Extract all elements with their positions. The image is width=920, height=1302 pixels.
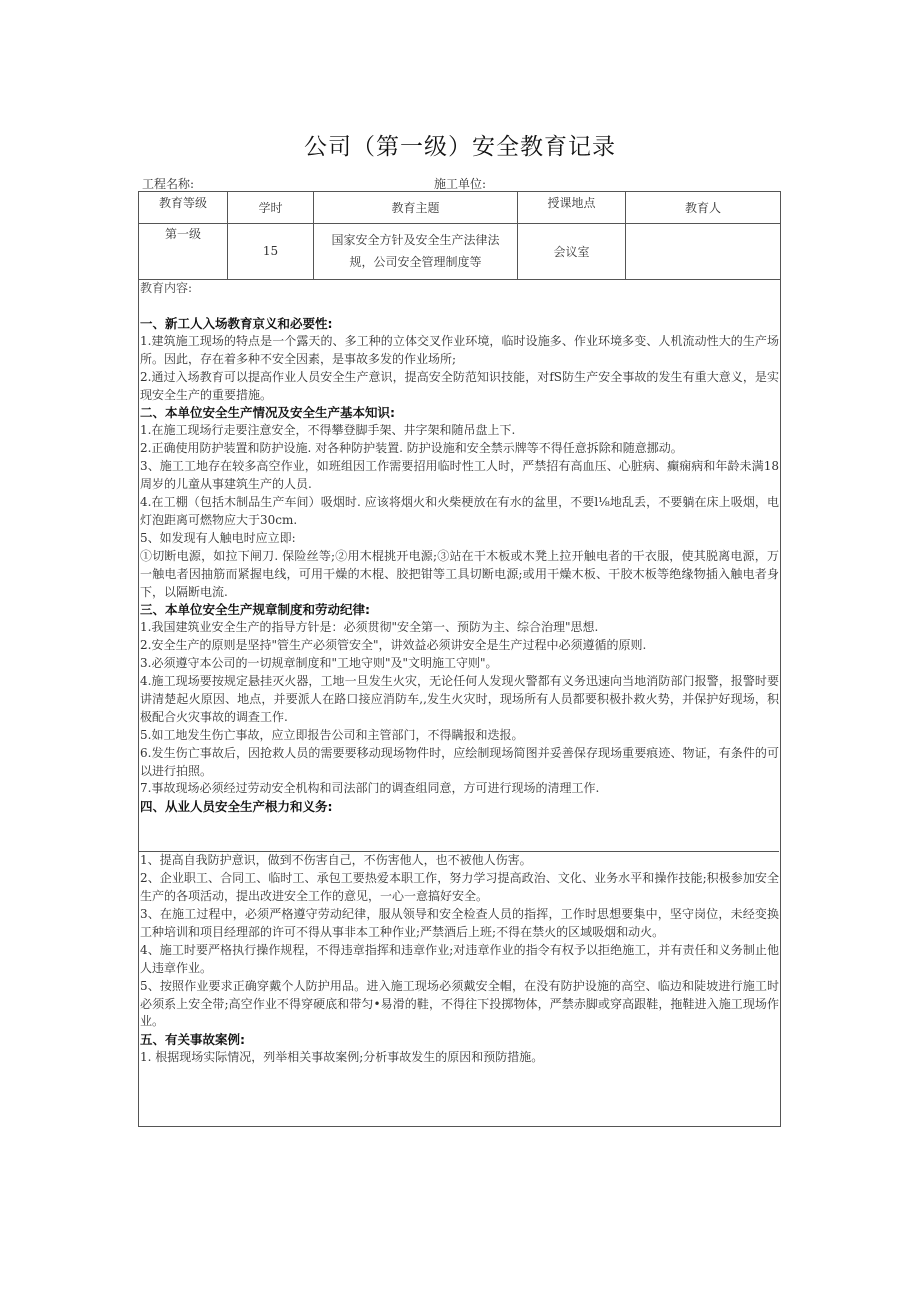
spacer bbox=[140, 298, 779, 315]
project-name-label: 工程名称: bbox=[142, 177, 195, 191]
value-row bbox=[139, 223, 780, 280]
section-5-paragraph: 1. 根据现场实际情况，列举相关事故案例;分析事故发生的原因和预防措施。 bbox=[140, 1050, 544, 1065]
header-row bbox=[139, 192, 780, 224]
section-4-paragraph: 4、施工时要严格执行操作规程，不得违章指挥和违章作业;对违章作业的指令有权予以拒绝施工，并有责任和义务制止他人违章作业。 bbox=[140, 942, 779, 975]
section-3-paragraph: 4.施工现场要按规定悬挂灭火器，工地一旦发生火灾，无论任何人发现火警都有义务迅速向当地消防部门报警，报警时要讲清楚起火原因、地点，并要派人在路口接应消防车,,发生火灾时，现场所有人员都要积极扑救火势，并保护好现场，积极配合火灾事故的调查工作. bbox=[140, 674, 779, 724]
section-4-paragraph: 3、在施工过程中，必须严格遵守劳动纪律，服从领导和安全检查人员的指挥，工作时思想要集中，坚守岗位，未经变换工种培训和项目经理部的许可不得从事非本工种作业;严禁酒后上班;不得在禁火的区域吸烟和动火。 bbox=[140, 907, 779, 939]
value-location: 会议室 bbox=[518, 223, 626, 279]
header-location: 授课地点 bbox=[518, 192, 626, 223]
topic-text: 国家安全方针及安全生产法律法规，公司安全管理制度等 bbox=[331, 233, 500, 269]
value-topic bbox=[314, 223, 518, 279]
section-1-paragraph: 1.建筑施工现场的特点是一个露天的、多工种的立体交叉作业环境，临时设施多、作业环境多变、人机流动性大的生产场所。因此，存在着多种不安全因素，是事故多发的作业场所; bbox=[140, 333, 779, 366]
section-3-paragraph: 7.事故现场必须经过劳动安全机构和司法部门的调查组同意，方可进行现场的清理工作. bbox=[140, 781, 600, 796]
value-hours: 15 bbox=[228, 223, 314, 279]
education-record-table bbox=[138, 191, 781, 1127]
section-3-paragraph: 1.我国建筑业安全生产的指导方针是：必须贯彻"安全第一、预防为主、综合治理"思想. bbox=[140, 620, 599, 635]
section-3-paragraph: 5.如工地发生伤亡事故，应立即报告公司和主管部门，不得瞒报和迭报。 bbox=[140, 727, 524, 742]
section-3-paragraph: 3.必须遵守本公司的一切规章制度和"工地守则"及"文明施工守则"。 bbox=[140, 656, 498, 671]
value-educator bbox=[626, 223, 780, 279]
content-label: 教育内容: bbox=[140, 281, 193, 295]
value-education-level: 第一级 bbox=[139, 223, 228, 279]
page-title: 公司（第一级）安全教育记录 bbox=[304, 134, 616, 160]
section-4-paragraph: 5、按照作业要求正确穿戴个人防护用品。进入施工现场必须戴安全帽，在没有防护设施的高空、临边和陡坡进行施工时必须系上安全带;高空作业不得穿硬底和带匀•易滑的鞋，不得往下投掷物体，严禁赤脚或穿高跟鞋，拖鞋进入施工现场作业。 bbox=[140, 978, 779, 1029]
section-2-paragraph: 5、如发现有人触电时应立即: bbox=[140, 530, 296, 545]
section-2-paragraph: 4.在工棚（包括木制品生产车间）吸烟时. 应该将烟火和火柴梗放在有水的盆里，不要l⅛地乱丢，不要躺在床上吸烟，电灯泡距离可燃物应大于30cm. bbox=[140, 494, 779, 527]
header-topic: 教育主题 bbox=[314, 192, 518, 223]
blank-area bbox=[140, 816, 779, 850]
section-4-title: 四、从业人员安全生产根力和义务: bbox=[140, 799, 333, 815]
section-2-title: 二、本单位安全生产情况及安全生产基本知识: bbox=[140, 405, 395, 421]
section-3-title: 三、本单位安全生产规章制度和劳动纪律: bbox=[140, 602, 370, 618]
section-2-paragraph: 1.在施工现场行走要注意安全，不得攀登脚手架、井字架和随吊盘上下. bbox=[140, 423, 516, 438]
section-1-paragraph: 2.通过入场教育可以提高作业人员安全生产意识，提高安全防范知识技能，对fS防生产安全事故的发生有重大意义，是实现安全生产的重要措施。 bbox=[140, 369, 779, 402]
education-content bbox=[139, 280, 780, 1067]
section-3-paragraph: 6.发生伤亡事故后，因抢救人员的需要要移动现场物件时，应绘制现场简图并妥善保存现场重要痕迹、物证，有条件的可以进行拍照。 bbox=[140, 745, 779, 778]
section-4-paragraph: 1、提高自我防护意识，做到不伤害自己，不伤害他人，也不被他人伤害。 bbox=[140, 853, 532, 868]
section-4-paragraph: 2、企业职工、合同工、临时工、承包工要热爱本职工作，努力学习提高政治、文化、业务水平和操作技能;积极参加安全生产的各项活动，提出改进安全工作的意见，一心一意搞好安全。 bbox=[140, 871, 779, 904]
section-2-paragraph: 2.正确使用防护装置和防护设施. 对各种防护装置. 防护设施和安全禁示牌等不得任意拆除和随意挪动。 bbox=[140, 441, 683, 456]
header-hours: 学时 bbox=[228, 192, 314, 223]
section-5-title: 五、有关事故案例: bbox=[140, 1032, 245, 1048]
section-divider bbox=[138, 851, 779, 852]
section-1-title: 一、新工人入场教育京义和必要性: bbox=[140, 315, 333, 331]
section-3-paragraph: 2.安全生产的原则是坚持"管生产必须管安全"，讲效益必须讲安全是生产过程中必须遵循的原则. bbox=[140, 638, 647, 653]
header-educator: 教育人 bbox=[684, 201, 721, 215]
section-2-paragraph: ①切断电源，如拉下闸刀. 保险丝等;②用木棍挑开电源;③站在干木板或木凳上拉开触电者的干衣服，使其脱离电源，万一触电者因抽筋而紧握电线，可用干燥的木棍、胶把钳等工具切断电源;或用干燥木板、干胶木板等绝缘物插入触电者身下，以隔断电流. bbox=[140, 548, 779, 599]
construction-unit-label: 施工单位: bbox=[434, 177, 487, 191]
section-2-paragraph: 3、施工工地存在较多高空作业，如班组因工作需要招用临时性工人时，严禁招有高血压、心脏病、癫痫病和年龄未满18周岁的儿童从事建筑生产的人员. bbox=[140, 459, 779, 492]
header-education-level: 教育等级 bbox=[139, 192, 228, 223]
